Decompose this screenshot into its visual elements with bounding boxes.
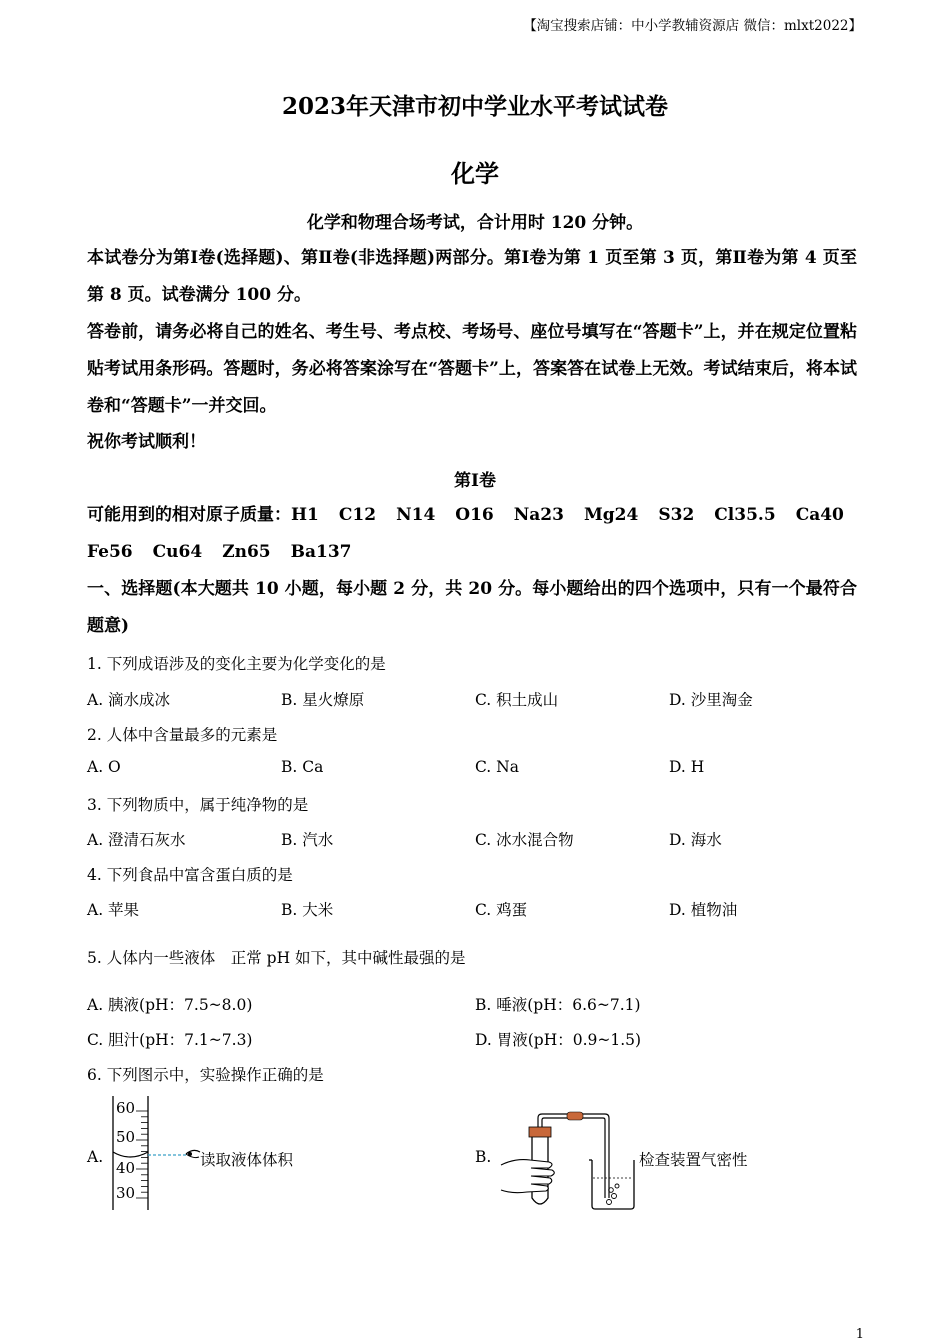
glass-tubing bbox=[538, 1114, 609, 1198]
eye-icon bbox=[186, 1150, 200, 1157]
question-4-option-b: B. 大米 bbox=[281, 901, 334, 919]
question-6-stem: 6. 下列图示中，实验操作正确的是 bbox=[87, 1066, 324, 1084]
question-6-option-b: B. bbox=[475, 1148, 492, 1166]
atomic-mass: Zn65 bbox=[222, 542, 271, 562]
instructions-paragraph: 答卷前，请务必将自己的姓名、考生号、考点校、考场号、座位号填写在“答题卡”上，并在规定位置粘贴考试用条形码。答题时，务必将答案涂写在“答题卡”上，答案答在试卷上无效。考试结束后，将本试卷和“答题卡”一并交回。 bbox=[87, 322, 857, 416]
atomic-mass: Ca40 bbox=[795, 505, 844, 525]
atomic-mass: Fe56 bbox=[87, 542, 133, 562]
question-5-option-d: D. 胃液(pH：0.9~1.5) bbox=[475, 1031, 642, 1049]
atomic-mass: Mg24 bbox=[583, 505, 639, 525]
question-5-stem: 5. 人体内一些液体 正常 pH 如下，其中碱性最强的是 bbox=[87, 949, 466, 967]
section-label: 第Ⅰ卷 bbox=[454, 471, 496, 491]
question-3-option-c: C. 冰水混合物 bbox=[475, 831, 574, 849]
bubbles bbox=[607, 1184, 620, 1205]
question-1-stem: 1. 下列成语涉及的变化主要为化学变化的是 bbox=[87, 655, 386, 673]
question-2-option-b: B. Ca bbox=[281, 758, 324, 776]
question-4-stem: 4. 下列食品中富含蛋白质的是 bbox=[87, 866, 293, 884]
airtightness-apparatus-figure bbox=[497, 1110, 642, 1212]
atomic-masses-line-1 bbox=[87, 497, 857, 534]
hand-icon bbox=[501, 1160, 554, 1193]
question-1-option-b: B. 星火燎原 bbox=[281, 691, 365, 709]
atomic-mass: Ba137 bbox=[290, 542, 352, 562]
question-1-option-c: C. 积土成山 bbox=[475, 691, 559, 709]
question-4-option-a: A. 苹果 bbox=[87, 901, 140, 919]
atomic-mass: O16 bbox=[455, 505, 494, 525]
page-number: 1 bbox=[855, 1327, 864, 1342]
atomic-masses-label: 可能用到的相对原子质量： bbox=[87, 505, 291, 525]
question-3-stem: 3. 下列物质中，属于纯净物的是 bbox=[87, 796, 309, 814]
question-2-option-d: D. H bbox=[669, 758, 705, 776]
part-one-heading: 一、选择题(本大题共 10 小题，每小题 2 分，共 20 分。每小题给出的四个选项中，只有一个最符合题意) bbox=[87, 579, 857, 636]
question-5-option-a: A. 胰液(pH：7.5~8.0) bbox=[87, 996, 253, 1014]
liquid-meniscus bbox=[113, 1152, 148, 1157]
figure-b-caption: 检查装置气密性 bbox=[639, 1151, 748, 1169]
figure-a-caption: 读取液体体积 bbox=[200, 1151, 294, 1169]
header-note: 【淘宝搜索店铺：中小学教辅资源店 微信：mlxt2022】 bbox=[523, 18, 862, 34]
atomic-masses-line-2 bbox=[87, 534, 857, 571]
question-2-option-c: C. Na bbox=[475, 758, 519, 776]
atomic-mass: N14 bbox=[396, 505, 436, 525]
atomic-mass: Na23 bbox=[513, 505, 564, 525]
question-3-option-a: A. 澄清石灰水 bbox=[87, 831, 186, 849]
question-3-option-b: B. 汽水 bbox=[281, 831, 334, 849]
atomic-mass: H1 bbox=[291, 505, 319, 525]
question-1-option-a: A. 滴水成冰 bbox=[87, 691, 171, 709]
cylinder-label-30: 30 bbox=[116, 1184, 136, 1202]
rubber-stopper bbox=[529, 1127, 551, 1137]
atomic-mass: C12 bbox=[338, 505, 377, 525]
intro-paragraph: 本试卷分为第Ⅰ卷(选择题)、第Ⅱ卷(非选择题)两部分。第Ⅰ卷为第 1 页至第 3 页，第Ⅱ卷为第 4 页至第 8 页。试卷满分 100 分。 bbox=[87, 248, 857, 305]
rubber-tube-joint bbox=[567, 1112, 583, 1120]
question-3-option-d: D. 海水 bbox=[669, 831, 722, 849]
atomic-mass: Cu64 bbox=[152, 542, 203, 562]
question-2-option-a: A. O bbox=[87, 758, 121, 776]
cylinder-label-60: 60 bbox=[116, 1099, 136, 1117]
question-6-option-a: A. bbox=[87, 1148, 104, 1166]
cylinder-label-40: 40 bbox=[116, 1159, 136, 1177]
question-4-option-d: D. 植物油 bbox=[669, 901, 738, 919]
atomic-mass: Cl35.5 bbox=[714, 505, 776, 525]
subject-title: 化学 bbox=[451, 159, 499, 188]
question-5-option-c: C. 胆汁(pH：7.1~7.3) bbox=[87, 1031, 253, 1049]
atomic-mass: S32 bbox=[658, 505, 695, 525]
exam-title: 2023年天津市初中学业水平考试试卷 bbox=[281, 93, 668, 120]
exam-time-note: 化学和物理合场考试，合计用时 120 分钟。 bbox=[306, 213, 644, 233]
question-4-option-c: C. 鸡蛋 bbox=[475, 901, 528, 919]
question-5-option-b: B. 唾液(pH：6.6~7.1) bbox=[475, 996, 641, 1014]
question-1-option-d: D. 沙里淘金 bbox=[669, 691, 753, 709]
question-2-stem: 2. 人体中含量最多的元素是 bbox=[87, 726, 278, 744]
cylinder-label-50: 50 bbox=[116, 1128, 136, 1146]
good-luck-line: 祝你考试顺利！ bbox=[87, 432, 206, 452]
